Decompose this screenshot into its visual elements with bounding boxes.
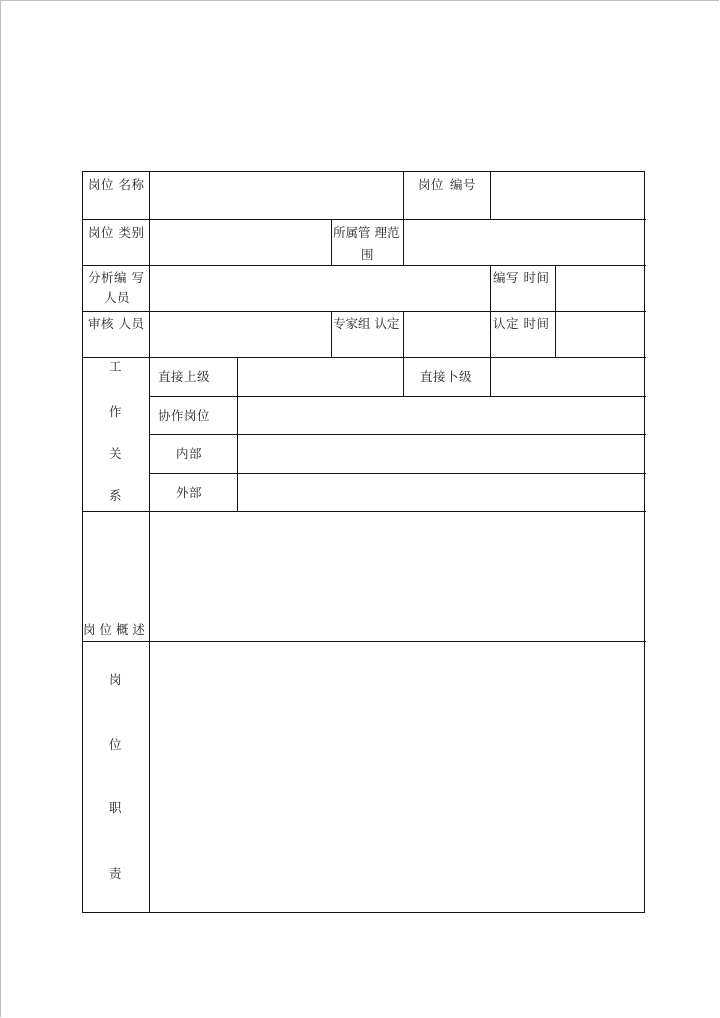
cooperation-post-field[interactable] bbox=[238, 397, 646, 434]
work-relations-char: 作 bbox=[109, 404, 123, 419]
duties-field[interactable] bbox=[150, 642, 646, 912]
writing-time-field[interactable] bbox=[556, 266, 646, 311]
internal-field[interactable] bbox=[238, 435, 646, 473]
direct-superior-label: 直接上级 bbox=[158, 369, 211, 384]
post-code-label: 编号 bbox=[450, 177, 477, 192]
job-description-form bbox=[82, 171, 645, 913]
work-relations-char: 系 bbox=[109, 488, 123, 503]
post-category-label: 岗位 类别 bbox=[88, 225, 145, 240]
duties-char: 位 bbox=[109, 737, 123, 752]
col-divider bbox=[331, 311, 332, 357]
duties-char: 岗 bbox=[109, 672, 123, 687]
post-code-prefix: 岗位 bbox=[418, 177, 445, 192]
col-divider bbox=[403, 172, 404, 219]
analyst-label-line1: 分析编 写 bbox=[88, 270, 145, 285]
reviewer-label: 审核 人员 bbox=[88, 316, 145, 331]
work-relations-char: 工 bbox=[109, 359, 123, 374]
management-scope-label-line1: 所属管 理范 bbox=[333, 225, 400, 240]
analyst-field[interactable] bbox=[150, 266, 490, 311]
writing-time-label: 编写 时间 bbox=[493, 270, 550, 285]
col-divider bbox=[331, 219, 332, 265]
duties-char: 职 bbox=[109, 800, 123, 815]
post-category-field[interactable] bbox=[150, 220, 331, 265]
internal-label: 内部 bbox=[176, 446, 203, 461]
overview-field[interactable] bbox=[150, 512, 646, 641]
external-field[interactable] bbox=[238, 474, 646, 511]
duties-char: 责 bbox=[109, 866, 123, 881]
overview-label: 岗 位 概 述 bbox=[83, 622, 145, 637]
external-label: 外部 bbox=[176, 485, 203, 500]
management-scope-label-line2: 围 bbox=[361, 247, 375, 262]
management-scope-field[interactable] bbox=[404, 220, 646, 265]
expert-group-field[interactable] bbox=[404, 312, 490, 357]
cooperation-post-label: 协作岗位 bbox=[158, 408, 211, 423]
expert-group-label: 专家组 认定 bbox=[333, 316, 400, 331]
analyst-label-line2: 人员 bbox=[104, 290, 131, 305]
approval-time-label: 认定 时间 bbox=[493, 316, 550, 331]
direct-subordinate-label: 直接卜级 bbox=[420, 369, 473, 384]
post-name-label: 岗位 名称 bbox=[88, 177, 145, 192]
work-relations-char: 关 bbox=[109, 446, 123, 461]
post-name-field[interactable] bbox=[150, 172, 403, 219]
direct-subordinate-field[interactable] bbox=[491, 358, 646, 396]
col-divider bbox=[403, 357, 404, 396]
direct-superior-field[interactable] bbox=[238, 358, 403, 396]
reviewer-field[interactable] bbox=[150, 312, 331, 357]
col-divider bbox=[490, 265, 491, 357]
approval-time-field[interactable] bbox=[556, 312, 646, 357]
post-code-field[interactable] bbox=[491, 172, 646, 219]
